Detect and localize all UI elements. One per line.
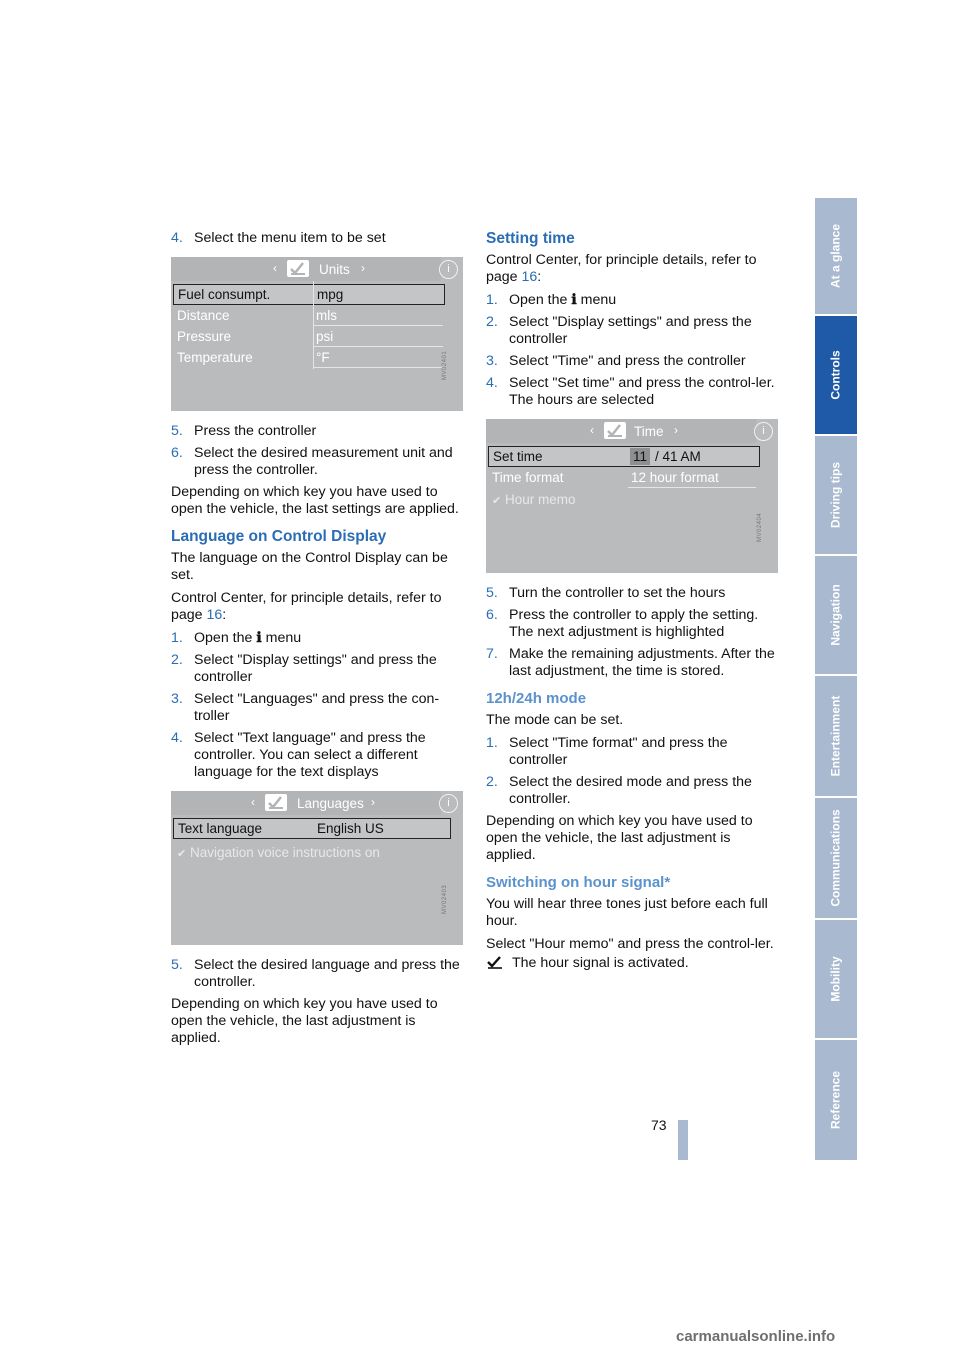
divider (313, 367, 443, 368)
right-arrow-icon: › (674, 423, 678, 437)
step-text: Select "Text language" and press the controller. You can select a different language for the text displays (194, 730, 426, 780)
page-number: 73 (651, 1117, 667, 1133)
row-label: Hour memo (504, 492, 576, 507)
checkmark-icon (265, 794, 287, 811)
hour-memo-row (492, 491, 576, 510)
tab-label: Communications (828, 809, 843, 907)
step-text: Open the (194, 630, 257, 646)
screen-header (171, 791, 441, 815)
step-4-select-menu-item (171, 230, 463, 247)
step-2-display-settings (171, 652, 463, 686)
units-row-fuel (173, 284, 445, 305)
step-text: Select "Time" and press the controller (509, 353, 746, 369)
tab-mobility[interactable] (815, 920, 857, 1038)
left-arrow-icon: ‹ (273, 261, 277, 275)
paragraph: Depending on which key you have used to open the vehicle, the last settings are applied. (171, 484, 459, 517)
paragraph-activated (486, 955, 778, 972)
step-6-select-unit (171, 445, 463, 479)
row-label: Time format (492, 470, 564, 485)
page-marker (678, 1120, 688, 1160)
step-text: Select the menu item to be set (194, 230, 386, 246)
tab-label: Controls (828, 350, 843, 400)
row-label: Text language (178, 821, 263, 836)
step-number: 2. (486, 774, 498, 790)
left-column (171, 230, 463, 1053)
checkmark-icon (604, 422, 626, 439)
hours-value: 11 (630, 448, 650, 465)
tab-label: At a glance (828, 223, 843, 289)
step-text: Open the (509, 292, 572, 308)
step-3-time (486, 353, 778, 370)
units-row-pressure (173, 327, 443, 346)
step-1-time-format (486, 735, 778, 769)
checkmark-icon (287, 260, 309, 277)
step-number: 1. (171, 630, 183, 646)
step-number: 4. (171, 230, 183, 246)
row-value: psi (316, 329, 334, 344)
left-arrow-icon: ‹ (251, 795, 255, 809)
checkmark-icon: ✔ (492, 495, 502, 507)
step-text: Select the desired mode and press the controller. (509, 774, 752, 807)
step-number: 3. (171, 691, 183, 707)
tab-label: Navigation (828, 584, 843, 646)
step-text: Select "Time format" and press the controller (509, 735, 728, 768)
row-label: Navigation voice instructions on (189, 845, 380, 860)
text-language-row (173, 818, 451, 839)
set-time-row (488, 446, 760, 467)
paragraph: You will hear three tones just before each full hour. (486, 896, 768, 929)
paragraph: Depending on which key you have used to open the vehicle, the last adjustment is applied. (486, 813, 753, 863)
left-arrow-icon: ‹ (590, 423, 594, 437)
tab-label: Driving tips (828, 461, 843, 529)
minutes-value: / 41 AM (655, 449, 701, 464)
step-text: Select "Languages" and press the con-troller (194, 691, 440, 724)
step-5-press-controller (171, 423, 463, 440)
row-value: mls (316, 308, 337, 323)
step-text: Select "Display settings" and press the controller (194, 652, 437, 685)
divider (313, 325, 443, 326)
time-screen (486, 419, 778, 573)
screen-title: Time (634, 424, 664, 439)
step-number: 1. (486, 735, 498, 751)
step-6-apply-setting (486, 607, 778, 641)
right-column (486, 230, 778, 978)
checkmark-icon (486, 955, 506, 969)
step-4-set-time (486, 375, 778, 409)
step-7-remaining-adjustments (486, 646, 778, 680)
step-text: Press the controller (194, 423, 317, 439)
step-number: 6. (486, 607, 498, 623)
row-value: English US (317, 821, 384, 836)
paragraph: The mode can be set. (486, 712, 624, 728)
row-label: Fuel consumpt. (178, 287, 271, 302)
section-heading-language: Language on Control Display (171, 528, 387, 545)
step-number: 2. (171, 652, 183, 668)
step-number: 4. (171, 730, 183, 746)
tab-navigation[interactable] (815, 556, 857, 674)
info-icon: i (439, 794, 458, 813)
tab-reference[interactable] (815, 1040, 857, 1160)
image-code: MV02401 (442, 350, 448, 380)
page-link[interactable]: 16 (521, 269, 538, 285)
time-format-row (488, 468, 758, 487)
tab-label: Mobility (828, 956, 843, 1002)
image-code: MV02404 (757, 512, 763, 542)
step-text: Select "Display settings" and press the controller (509, 314, 752, 347)
step-number: 7. (486, 646, 498, 662)
units-row-temperature (173, 348, 443, 367)
row-label: Temperature (177, 350, 253, 365)
step-number: 6. (171, 445, 183, 461)
divider (628, 487, 756, 488)
paragraph: The language on the Control Display can be set. (171, 550, 448, 583)
step-5-select-language (171, 957, 463, 991)
chapter-sidebar (815, 198, 857, 1160)
tab-at-a-glance[interactable] (815, 198, 857, 314)
step-text: menu (576, 292, 617, 308)
step-number: 2. (486, 314, 498, 330)
step-text: Select the desired language and press the controller. (194, 957, 460, 990)
step-2-display-settings (486, 314, 778, 348)
languages-screen (171, 791, 463, 945)
text: The hour signal is activated. (512, 955, 689, 971)
info-icon: i (754, 422, 773, 441)
right-arrow-icon: › (361, 261, 365, 275)
row-label: Set time (493, 449, 543, 464)
info-icon: ℹ (256, 630, 262, 646)
screen-title: Units (319, 262, 350, 277)
units-screen (171, 257, 463, 411)
step-number: 5. (171, 957, 183, 973)
screen-header (171, 257, 441, 281)
step-5-turn-controller (486, 585, 778, 602)
navigation-voice-row (177, 844, 380, 863)
paragraph-page-reference (486, 252, 778, 286)
row-value: 12 hour format (631, 470, 719, 485)
row-label: Pressure (177, 329, 232, 344)
step-number: 4. (486, 375, 498, 391)
step-text: Turn the controller to set the hours (509, 585, 726, 601)
step-1-open-menu (486, 292, 778, 309)
step-1-open-menu (171, 630, 463, 647)
row-value: °F (316, 350, 330, 365)
section-heading-setting-time: Setting time (486, 230, 575, 247)
step-2-select-mode (486, 774, 778, 808)
paragraph: Select "Hour memo" and press the control-ler. (486, 936, 774, 952)
divider (313, 346, 443, 347)
tab-entertainment[interactable] (815, 676, 857, 796)
screen-header (486, 419, 756, 443)
step-text: menu (261, 630, 302, 646)
page-link[interactable]: 16 (206, 607, 223, 623)
section-heading-mode: 12h/24h mode (486, 690, 587, 707)
row-value: mpg (317, 287, 344, 302)
info-icon: ℹ (571, 292, 577, 308)
row-label: Distance (177, 308, 230, 323)
text: : (222, 607, 227, 623)
units-row-distance (173, 306, 443, 325)
info-icon: i (439, 260, 458, 279)
text: : (537, 269, 542, 285)
text: Control Center, for principle details, refer to page (486, 252, 757, 285)
paragraph: Depending on which key you have used to open the vehicle, the last adjustment is applied. (171, 996, 438, 1046)
step-text: Select "Set time" and press the control-ler. The hours are selected (509, 375, 775, 408)
text: Control Center, for principle details, refer to page (171, 590, 442, 623)
right-arrow-icon: › (371, 795, 375, 809)
image-code: MV02403 (442, 884, 448, 914)
tab-label: Reference (828, 1070, 843, 1130)
tab-driving-tips[interactable] (815, 436, 857, 554)
step-number: 5. (171, 423, 183, 439)
screen-title: Languages (297, 796, 364, 811)
step-text: Make the remaining adjustments. After the last adjustment, the time is stored. (509, 646, 775, 679)
watermark: carmanualsonline.info (676, 1328, 836, 1345)
tab-controls[interactable] (815, 316, 857, 434)
step-number: 1. (486, 292, 498, 308)
section-heading-hour-signal: Switching on hour signal* (486, 874, 671, 891)
paragraph-page-reference (171, 590, 463, 624)
step-text: Press the controller to apply the setting. The next adjustment is highlighted (509, 607, 759, 640)
checkmark-icon: ✔ (177, 848, 187, 860)
tab-label: Entertainment (828, 695, 843, 777)
step-number: 5. (486, 585, 498, 601)
step-text: Select the desired measurement unit and press the controller. (194, 445, 453, 478)
step-3-languages (171, 691, 463, 725)
step-4-text-language (171, 730, 463, 781)
tab-communications[interactable] (815, 798, 857, 918)
step-number: 3. (486, 353, 498, 369)
